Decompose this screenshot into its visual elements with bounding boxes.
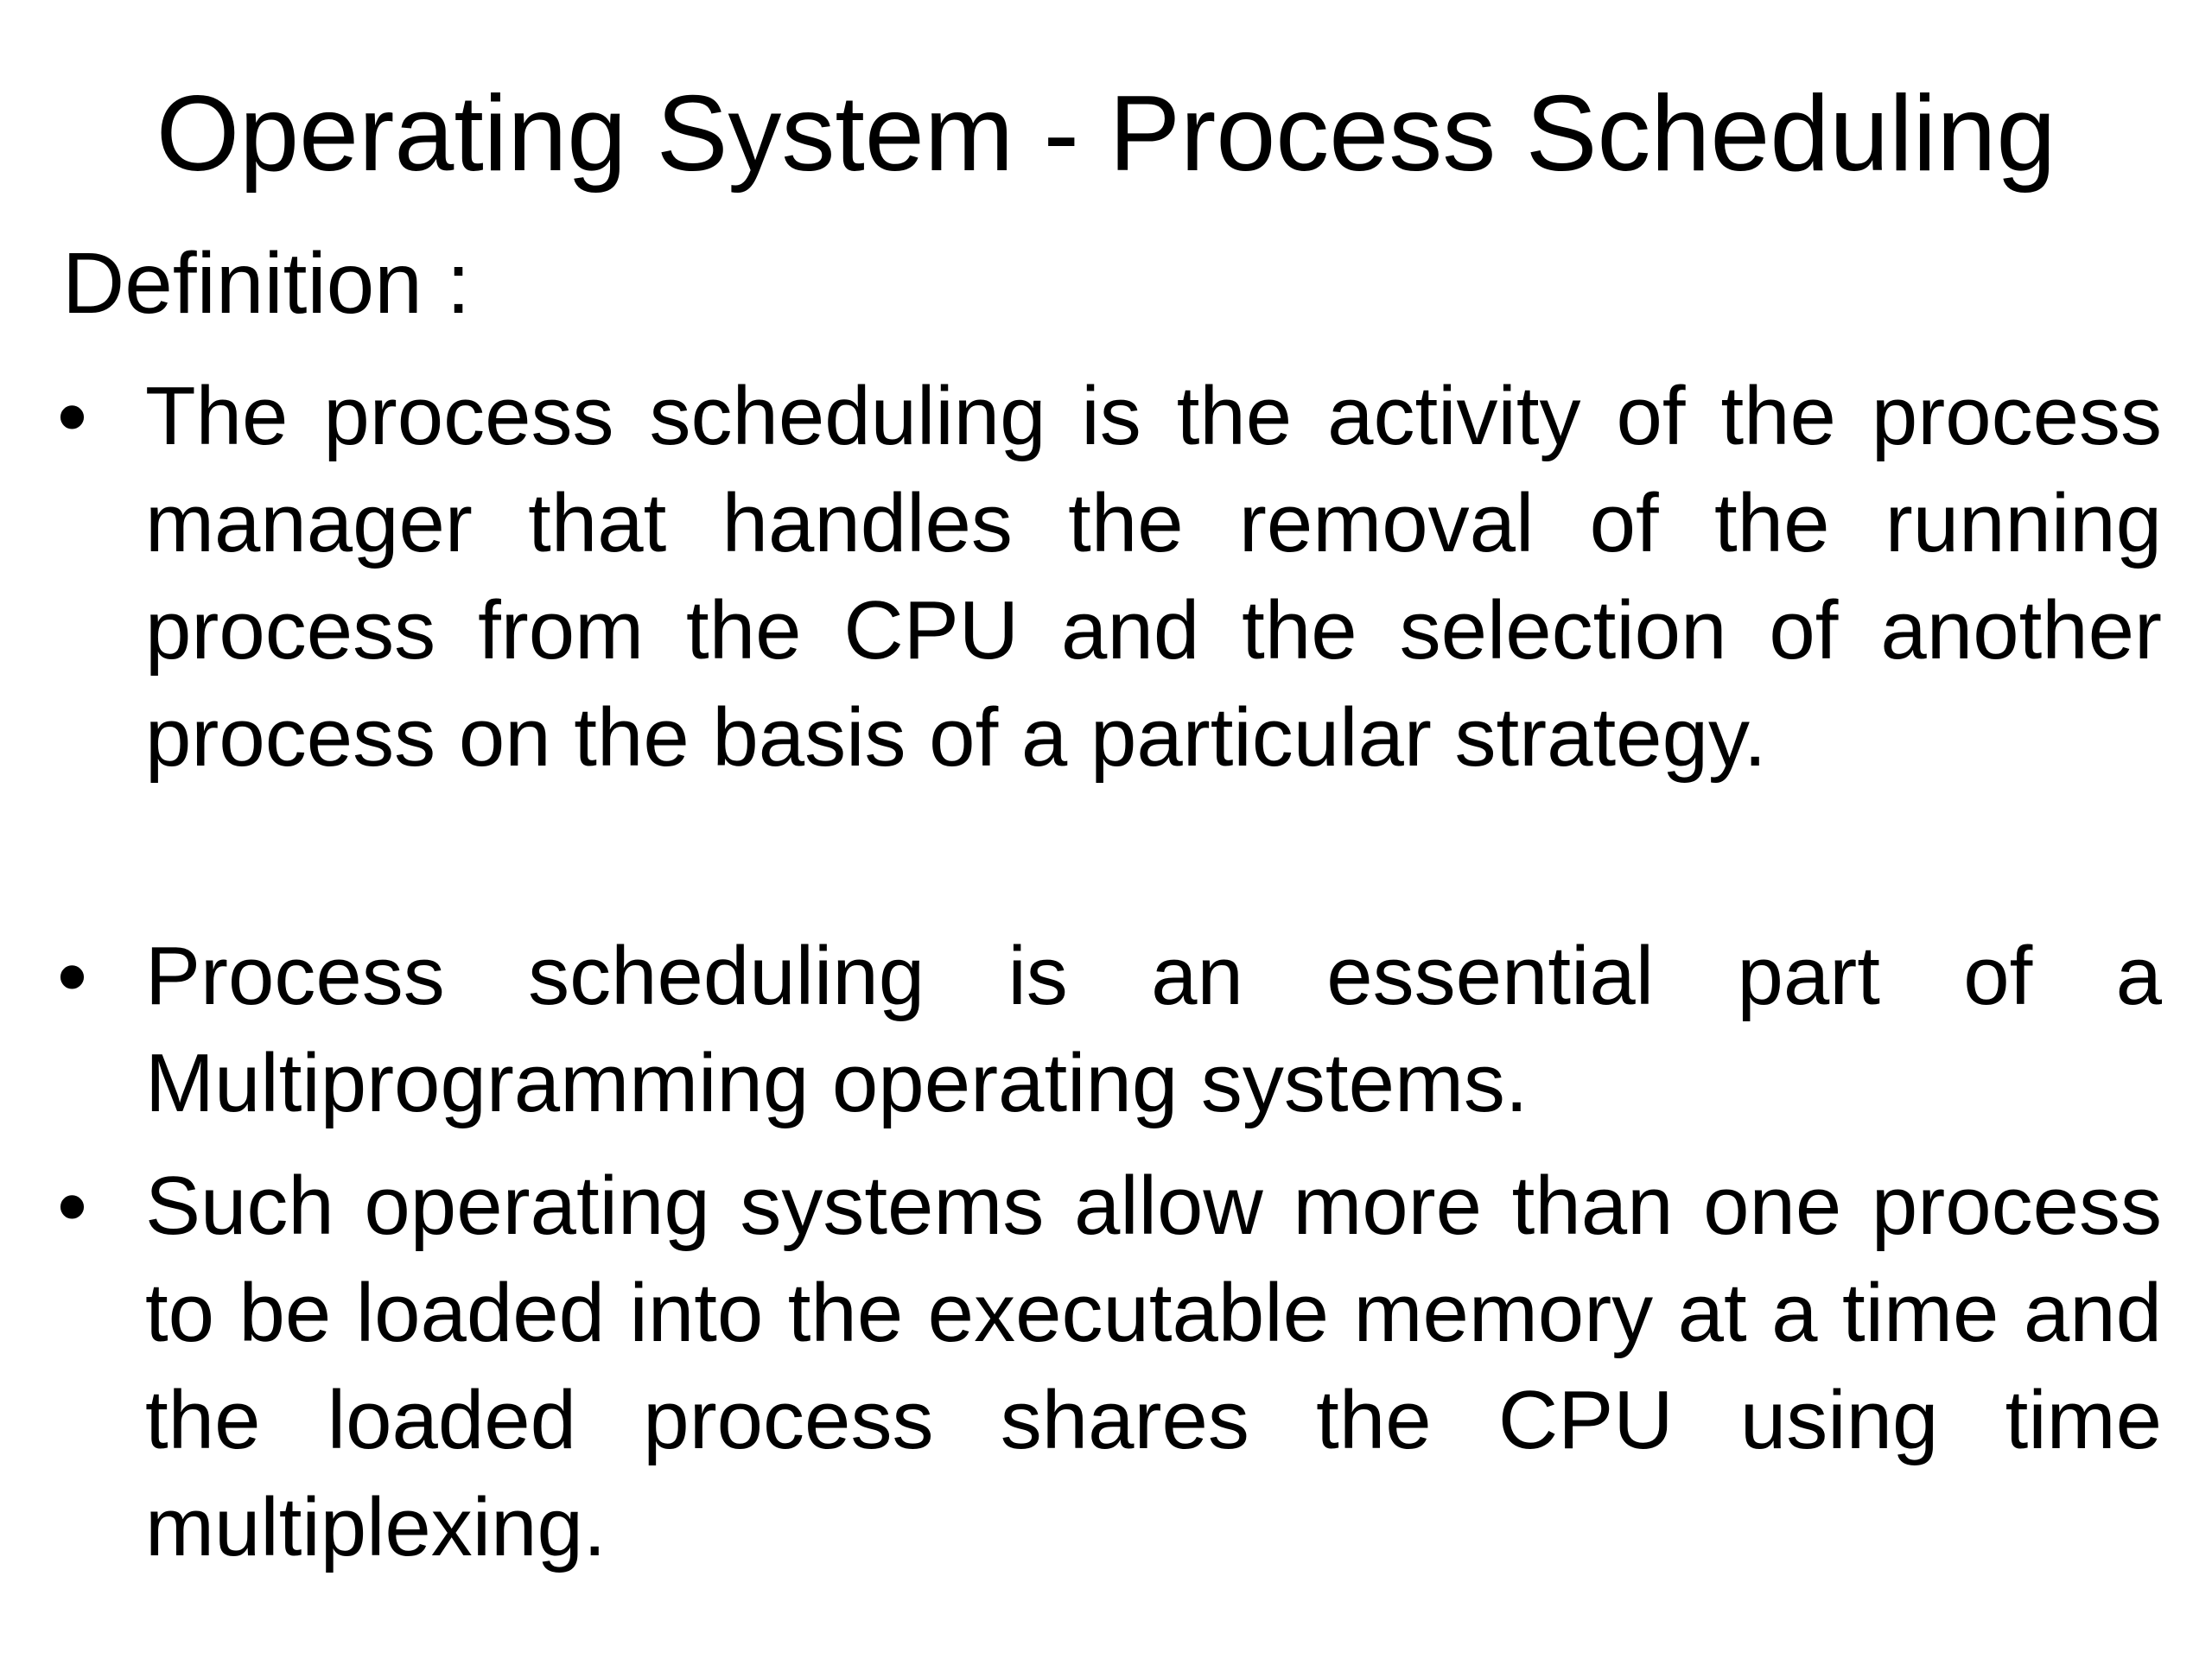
slide-title: Operating System - Process Scheduling [156,74,2056,194]
bullet-icon: • [57,1158,88,1255]
bullet-text: Process scheduling is an essential part of a Multiprogramming operating systems. [145,930,2162,1129]
bullet-icon: • [57,928,88,1025]
bullet-icon: • [57,368,88,465]
definition-heading: Definition : [62,235,471,332]
bullet-text: Such operating systems allow more than one process to be loaded into the executable memory at a time and the loaded process shares the CPU using time multiplexing. [145,1160,2162,1573]
bullet-text: The process scheduling is the activity of the process manager that handles the removal of the running process from the CPU and the selection of another process on the basis of a particular strategy. [145,370,2162,784]
